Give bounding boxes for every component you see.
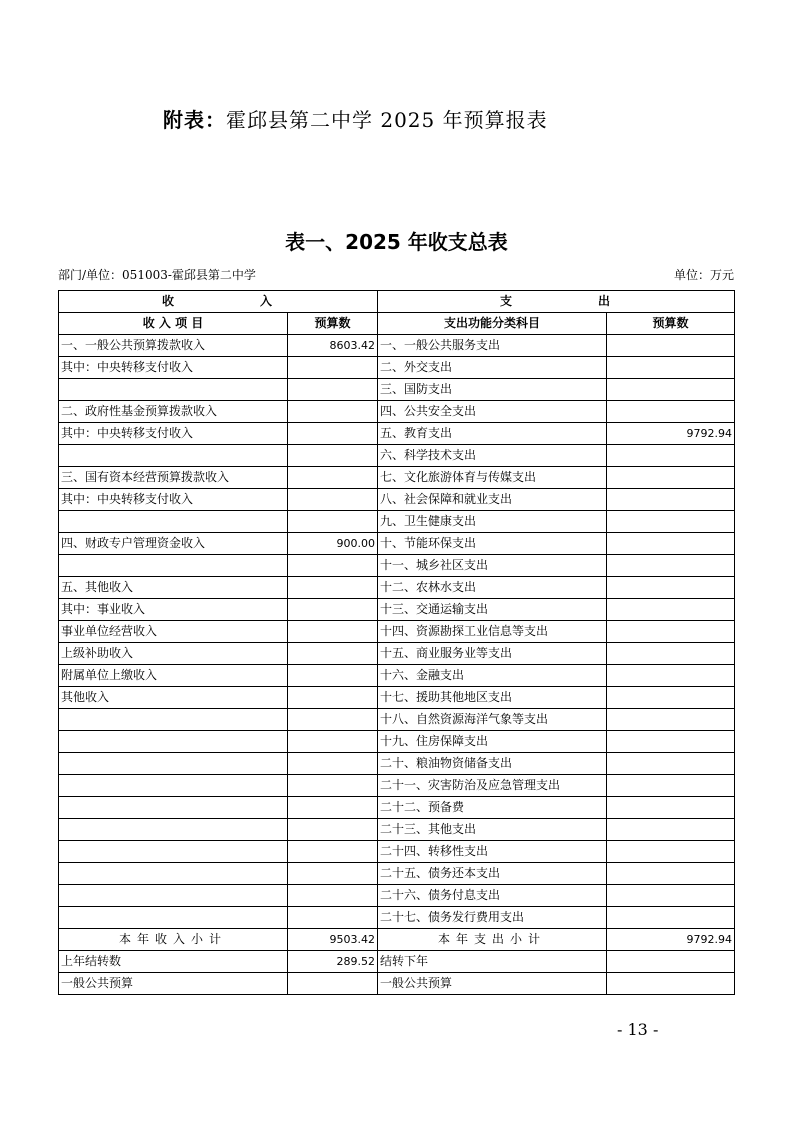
- income-subtotal-label: 本年收入小计: [59, 929, 288, 951]
- table-row: [59, 555, 735, 577]
- expense-item-cell: 七、文化旅游体育与传媒支出: [378, 467, 607, 489]
- carry-income-label: 上年结转数: [59, 951, 288, 973]
- expense-item-cell: 五、教育支出: [378, 423, 607, 445]
- expense-amount-cell: [607, 489, 735, 511]
- table-row: [59, 577, 735, 599]
- expense-subtotal-label: 本年支出小计: [378, 929, 607, 951]
- table-row: [59, 445, 735, 467]
- income-item-cell: [59, 379, 288, 401]
- expense-amount-cell: [607, 511, 735, 533]
- expense-item-cell: 九、卫生健康支出: [378, 511, 607, 533]
- table-row: [59, 863, 735, 885]
- page-number: - 13 -: [617, 1020, 659, 1039]
- income-amount-cell: 8603.42: [288, 335, 378, 357]
- expense-item-cell: 十七、援助其他地区支出: [378, 687, 607, 709]
- expense-item-cell: 十二、农林水支出: [378, 577, 607, 599]
- income-amount-cell: [288, 555, 378, 577]
- table-row: [59, 687, 735, 709]
- expense-amount-header: 预算数: [607, 313, 735, 335]
- table-title: 表一、2025 年收支总表: [285, 230, 508, 254]
- income-item-header: 收 入 项 目: [59, 313, 288, 335]
- expense-amount-cell: [607, 753, 735, 775]
- expense-item-cell: 十一、城乡社区支出: [378, 555, 607, 577]
- expense-amount-cell: [607, 797, 735, 819]
- expense-item-cell: 一、一般公共服务支出: [378, 335, 607, 357]
- income-amount-cell: [288, 577, 378, 599]
- expense-item-cell: 十五、商业服务业等支出: [378, 643, 607, 665]
- income-amount-cell: [288, 445, 378, 467]
- income-amount-cell: [288, 357, 378, 379]
- expense-item-cell: 二十、粮油物资储备支出: [378, 753, 607, 775]
- expense-item-cell: 四、公共安全支出: [378, 401, 607, 423]
- expense-amount-cell: [607, 621, 735, 643]
- expense-item-cell: 二十一、灾害防治及应急管理支出: [378, 775, 607, 797]
- expense-amount-cell: [607, 401, 735, 423]
- expense-amount-cell: [607, 841, 735, 863]
- expense-item-cell: 十六、金融支出: [378, 665, 607, 687]
- income-item-cell: 一、一般公共预算拨款收入: [59, 335, 288, 357]
- table-row: [59, 467, 735, 489]
- meta-row: [58, 266, 734, 284]
- income-item-cell: [59, 819, 288, 841]
- income-item-cell: [59, 511, 288, 533]
- table-row: [59, 907, 735, 929]
- general-income-label: 一般公共预算: [59, 973, 288, 995]
- group-header-row: [59, 291, 735, 313]
- expense-amount-cell: [607, 709, 735, 731]
- department-label: 部门/单位：051003-霍邱县第二中学: [58, 268, 256, 282]
- expense-amount-cell: [607, 665, 735, 687]
- expense-item-cell: 八、社会保障和就业支出: [378, 489, 607, 511]
- income-amount-cell: [288, 599, 378, 621]
- expense-amount-cell: [607, 445, 735, 467]
- income-item-cell: 上级补助收入: [59, 643, 288, 665]
- income-amount-cell: [288, 621, 378, 643]
- expense-amount-cell: [607, 863, 735, 885]
- appendix-title-prefix: 附表：: [163, 108, 226, 132]
- expense-item-cell: 十九、住房保障支出: [378, 731, 607, 753]
- expense-amount-cell: [607, 533, 735, 555]
- expense-subtotal-amount: 9792.94: [607, 929, 735, 951]
- income-amount-cell: [288, 819, 378, 841]
- income-amount-cell: [288, 423, 378, 445]
- general-expense-label: 一般公共预算: [378, 973, 607, 995]
- budget-table: [58, 290, 735, 995]
- expense-item-cell: 十八、自然资源海洋气象等支出: [378, 709, 607, 731]
- table-row: [59, 885, 735, 907]
- expense-item-cell: 二十四、转移性支出: [378, 841, 607, 863]
- income-amount-cell: [288, 863, 378, 885]
- income-amount-cell: [288, 665, 378, 687]
- carry-income-amount: 289.52: [288, 951, 378, 973]
- table-row: [59, 379, 735, 401]
- table-row: [59, 533, 735, 555]
- table-row: [59, 643, 735, 665]
- income-item-cell: 其中：中央转移支付收入: [59, 489, 288, 511]
- expense-amount-cell: [607, 885, 735, 907]
- expense-amount-cell: [607, 599, 735, 621]
- expense-item-cell: 二十三、其他支出: [378, 819, 607, 841]
- income-item-cell: [59, 775, 288, 797]
- income-item-cell: [59, 885, 288, 907]
- table-row: [59, 819, 735, 841]
- expense-amount-cell: [607, 819, 735, 841]
- income-amount-cell: [288, 753, 378, 775]
- table-row: [59, 335, 735, 357]
- expense-group-header: 支 出: [378, 291, 735, 313]
- expense-amount-cell: [607, 643, 735, 665]
- income-item-cell: 其中：事业收入: [59, 599, 288, 621]
- table-row: [59, 665, 735, 687]
- expense-item-cell: 二、外交支出: [378, 357, 607, 379]
- subtotal-row: [59, 929, 735, 951]
- income-subtotal-amount: 9503.42: [288, 929, 378, 951]
- income-amount-header: 预算数: [288, 313, 378, 335]
- income-amount-cell: [288, 379, 378, 401]
- expense-item-cell: 十、节能环保支出: [378, 533, 607, 555]
- income-group-header: 收 入: [59, 291, 378, 313]
- table-row: [59, 841, 735, 863]
- income-amount-cell: [288, 643, 378, 665]
- expense-amount-cell: [607, 577, 735, 599]
- expense-amount-cell: [607, 687, 735, 709]
- income-amount-cell: [288, 907, 378, 929]
- expense-amount-cell: [607, 555, 735, 577]
- income-amount-cell: [288, 489, 378, 511]
- carry-row: [59, 951, 735, 973]
- table-row: [59, 489, 735, 511]
- income-amount-cell: [288, 511, 378, 533]
- expense-amount-cell: [607, 731, 735, 753]
- appendix-title: [163, 104, 548, 133]
- table-row: [59, 423, 735, 445]
- expense-item-cell: 十三、交通运输支出: [378, 599, 607, 621]
- income-amount-cell: [288, 709, 378, 731]
- expense-amount-cell: 9792.94: [607, 423, 735, 445]
- expense-amount-cell: [607, 907, 735, 929]
- column-header-row: [59, 313, 735, 335]
- unit-label: 单位：万元: [673, 268, 734, 282]
- table-row: [59, 731, 735, 753]
- income-item-cell: [59, 863, 288, 885]
- income-amount-cell: [288, 401, 378, 423]
- income-item-cell: [59, 555, 288, 577]
- income-item-cell: 二、政府性基金预算拨款收入: [59, 401, 288, 423]
- income-item-cell: [59, 841, 288, 863]
- income-amount-cell: [288, 467, 378, 489]
- carry-expense-label: 结转下年: [378, 951, 607, 973]
- general-expense-amount: [607, 973, 735, 995]
- income-item-cell: [59, 445, 288, 467]
- expense-item-cell: 二十五、债务还本支出: [378, 863, 607, 885]
- expense-item-cell: 十四、资源勘探工业信息等支出: [378, 621, 607, 643]
- expense-item-cell: 二十七、债务发行费用支出: [378, 907, 607, 929]
- expense-amount-cell: [607, 775, 735, 797]
- income-item-cell: [59, 709, 288, 731]
- table-row: [59, 621, 735, 643]
- table-row: [59, 401, 735, 423]
- expense-item-cell: 六、科学技术支出: [378, 445, 607, 467]
- income-item-cell: 其中：中央转移支付收入: [59, 423, 288, 445]
- expense-amount-cell: [607, 357, 735, 379]
- expense-item-cell: 三、国防支出: [378, 379, 607, 401]
- income-amount-cell: [288, 797, 378, 819]
- income-amount-cell: 900.00: [288, 533, 378, 555]
- general-budget-row: [59, 973, 735, 995]
- table-row: [59, 753, 735, 775]
- expense-item-header: 支出功能分类科目: [378, 313, 607, 335]
- expense-item-cell: 二十二、预备费: [378, 797, 607, 819]
- income-item-cell: 事业单位经营收入: [59, 621, 288, 643]
- income-item-cell: 附属单位上缴收入: [59, 665, 288, 687]
- income-amount-cell: [288, 841, 378, 863]
- table-row: [59, 797, 735, 819]
- income-item-cell: [59, 797, 288, 819]
- expense-amount-cell: [607, 379, 735, 401]
- income-item-cell: 五、其他收入: [59, 577, 288, 599]
- income-amount-cell: [288, 687, 378, 709]
- income-item-cell: 其中：中央转移支付收入: [59, 357, 288, 379]
- expense-amount-cell: [607, 467, 735, 489]
- income-item-cell: 三、国有资本经营预算拨款收入: [59, 467, 288, 489]
- general-income-amount: [288, 973, 378, 995]
- income-item-cell: [59, 753, 288, 775]
- income-item-cell: [59, 907, 288, 929]
- expense-item-cell: 二十六、债务付息支出: [378, 885, 607, 907]
- income-item-cell: 四、财政专户管理资金收入: [59, 533, 288, 555]
- income-item-cell: 其他收入: [59, 687, 288, 709]
- income-amount-cell: [288, 775, 378, 797]
- table-row: [59, 357, 735, 379]
- appendix-title-text: 霍邱县第二中学 2025 年预算报表: [226, 108, 548, 132]
- table-row: [59, 775, 735, 797]
- table-row: [59, 709, 735, 731]
- income-item-cell: [59, 731, 288, 753]
- carry-expense-amount: [607, 951, 735, 973]
- income-amount-cell: [288, 885, 378, 907]
- expense-amount-cell: [607, 335, 735, 357]
- table-row: [59, 599, 735, 621]
- income-amount-cell: [288, 731, 378, 753]
- table-row: [59, 511, 735, 533]
